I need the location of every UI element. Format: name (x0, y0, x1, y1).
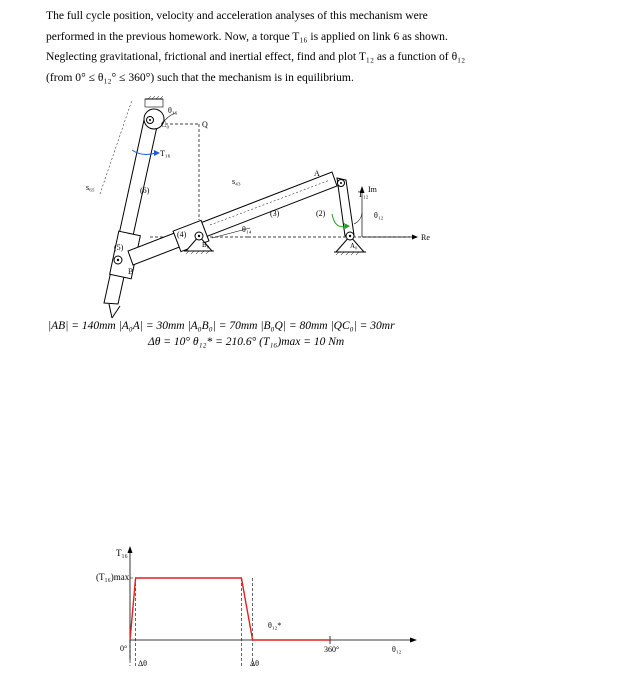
plot-xlabel: θ₁₂ (392, 645, 402, 654)
label-a: A (314, 169, 320, 178)
plot-delta-label-left: Δθ (138, 659, 147, 668)
label-link-4: (4) (177, 230, 187, 239)
plot-guides (130, 578, 330, 666)
given-parameters: Δθ = 10° θ₁₂* = 210.6° (T₁₆)max = 10 Nm (148, 336, 345, 348)
label-q: Q (202, 120, 208, 129)
series-t16 (130, 578, 330, 640)
label-theta14: θ₁₄ (242, 225, 252, 234)
label-link-3: (3) (270, 209, 280, 218)
plot-theta-star-label: θ₁₂* (268, 621, 282, 630)
label-t12: T₁₂ (358, 190, 369, 199)
problem-line-4: (from 0° ≤ θ₁₂° ≤ 360°) such that the mechanism is in equilibrium. (46, 70, 354, 84)
label-theta12: θ₁₂ (374, 211, 384, 220)
label-b0: B₀ (202, 241, 210, 249)
plot-ylabel: T₁₆ (116, 548, 128, 558)
given-dimensions: |AB| = 140mm |A₀A| = 30mm |A₀B₀| = 70mm |B₀Q| = 80mm |QC₀| = 30mr (48, 320, 395, 332)
label-c0: C₀ (161, 120, 170, 129)
label-re: Re (421, 233, 430, 242)
problem-line-1: The full cycle position, velocity and acceleration analyses of this mechanism were (46, 9, 428, 22)
label-s43: s₄₃ (232, 177, 241, 186)
problem-line-2: performed in the previous homework. Now, a torque T₁₆ is applied on link 6 as shown. (46, 29, 448, 43)
plot-360-label: 360° (324, 645, 340, 654)
plot-ymax-label: (T₁₆)max (96, 572, 130, 582)
label-link-6: (6) (140, 186, 150, 195)
label-b: B (128, 267, 134, 276)
label-theta16: θ₁₆ (168, 106, 178, 115)
label-s65: s₆₅ (86, 183, 95, 192)
x-axis-arrow-icon (410, 638, 417, 643)
label-im: Im (368, 185, 377, 194)
label-link-2: (2) (316, 209, 326, 218)
label-a0: A₀ (350, 242, 358, 250)
label-link-5: (5) (114, 243, 124, 252)
plot-origin-label: 0° (120, 644, 128, 653)
plot-delta-label-right: Δθ (250, 659, 259, 668)
label-t16: T₁₆ (160, 149, 171, 158)
problem-line-3: Neglecting gravitational, frictional and inertial effect, find and plot T₁₂ as a function of θ₁₂ (46, 50, 466, 63)
y-axis-arrow-icon (128, 546, 133, 553)
